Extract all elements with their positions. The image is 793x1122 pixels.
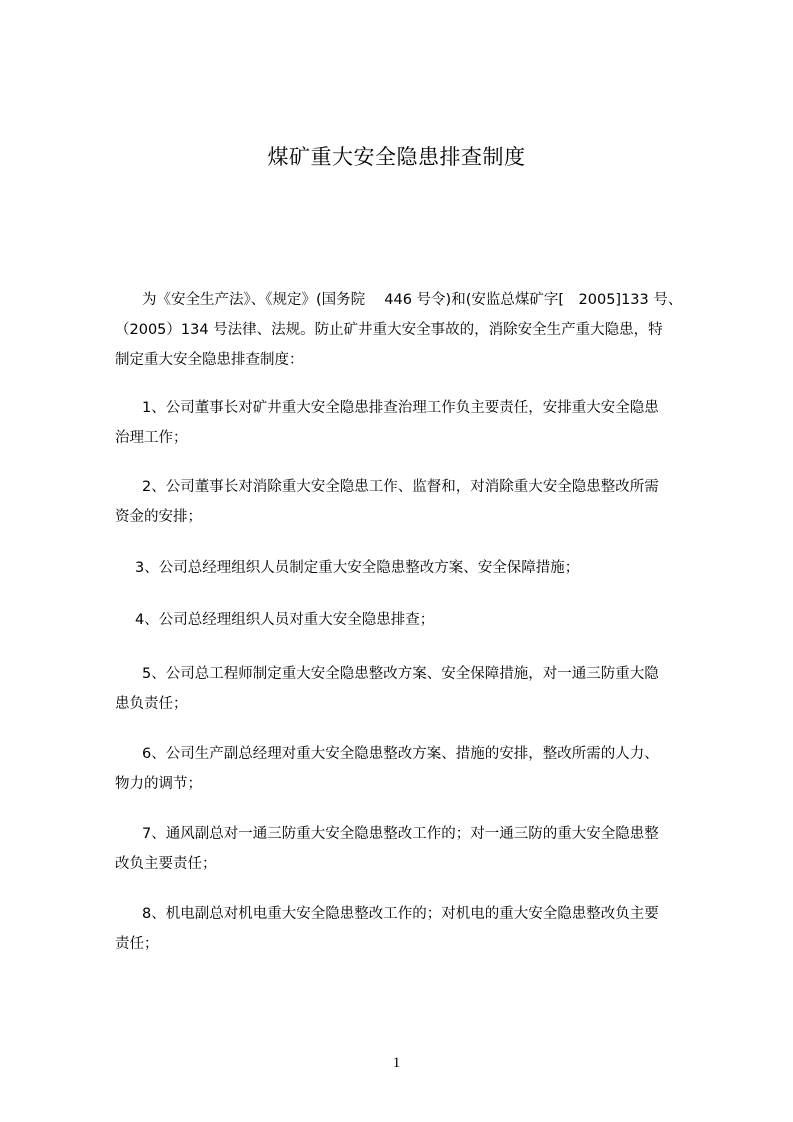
- item-7-line-2: 改负主要责任；: [115, 856, 217, 872]
- item-5-line-1: 5、公司总工程师制定重大安全隐患整改方案、安全保障措施，对一通三防重大隐: [142, 666, 659, 682]
- page-number: 1: [392, 1055, 401, 1071]
- item-3-line-1: 3、公司总经理组织人员制定重大安全隐患整改方案、安全保障措施；: [135, 560, 580, 576]
- list-item: [115, 899, 715, 959]
- item-6-line-2: 物力的调节；: [115, 776, 202, 792]
- list-item: [115, 819, 715, 879]
- item-7-line-1: 7、通风副总对一通三防重大安全隐患整改工作的；对一通三防的重大安全隐患整: [142, 826, 659, 842]
- list-item: [115, 739, 715, 799]
- item-2-line-1: 2、公司董事长对消除重大安全隐患工作、监督和，对消除重大安全隐患整改所需: [142, 479, 659, 495]
- item-8-line-1: 8、机电副总对机电重大安全隐患整改工作的；对机电的重大安全隐患整改负主要: [142, 906, 659, 922]
- item-8-line-2: 责任；: [115, 936, 159, 952]
- list-item: [115, 659, 715, 719]
- intro-line-2: （2005）134 号法律、法规。防止矿井重大安全事故的，消除安全生产重大隐患，特: [115, 322, 663, 338]
- intro-paragraph: [115, 285, 715, 375]
- intro-line-1: 为《安全生产法》、《规定》(国务院 446 号令)和(安监总煤矿字[ 2005]133 号、: [142, 292, 683, 308]
- list-item: [115, 393, 715, 453]
- list-item: [115, 605, 715, 635]
- item-1-line-1: 1、公司董事长对矿井重大安全隐患排查治理工作负主要责任，安排重大安全隐患: [142, 400, 659, 416]
- item-6-line-1: 6、公司生产副总经理对重大安全隐患整改方案、措施的安排，整改所需的人力、: [142, 746, 659, 762]
- list-item: [115, 553, 715, 583]
- document-title: 煤矿重大安全隐患排查制度: [267, 145, 526, 169]
- item-1-line-2: 治理工作；: [115, 430, 188, 446]
- item-5-line-2: 患负责任；: [115, 696, 188, 712]
- item-2-line-2: 资金的安排；: [115, 509, 202, 525]
- list-item: [115, 472, 715, 532]
- item-4-line-1: 4、公司总经理组织人员对重大安全隐患排查；: [135, 612, 435, 628]
- intro-line-3: 制定重大安全隐患排查制度：: [115, 352, 304, 368]
